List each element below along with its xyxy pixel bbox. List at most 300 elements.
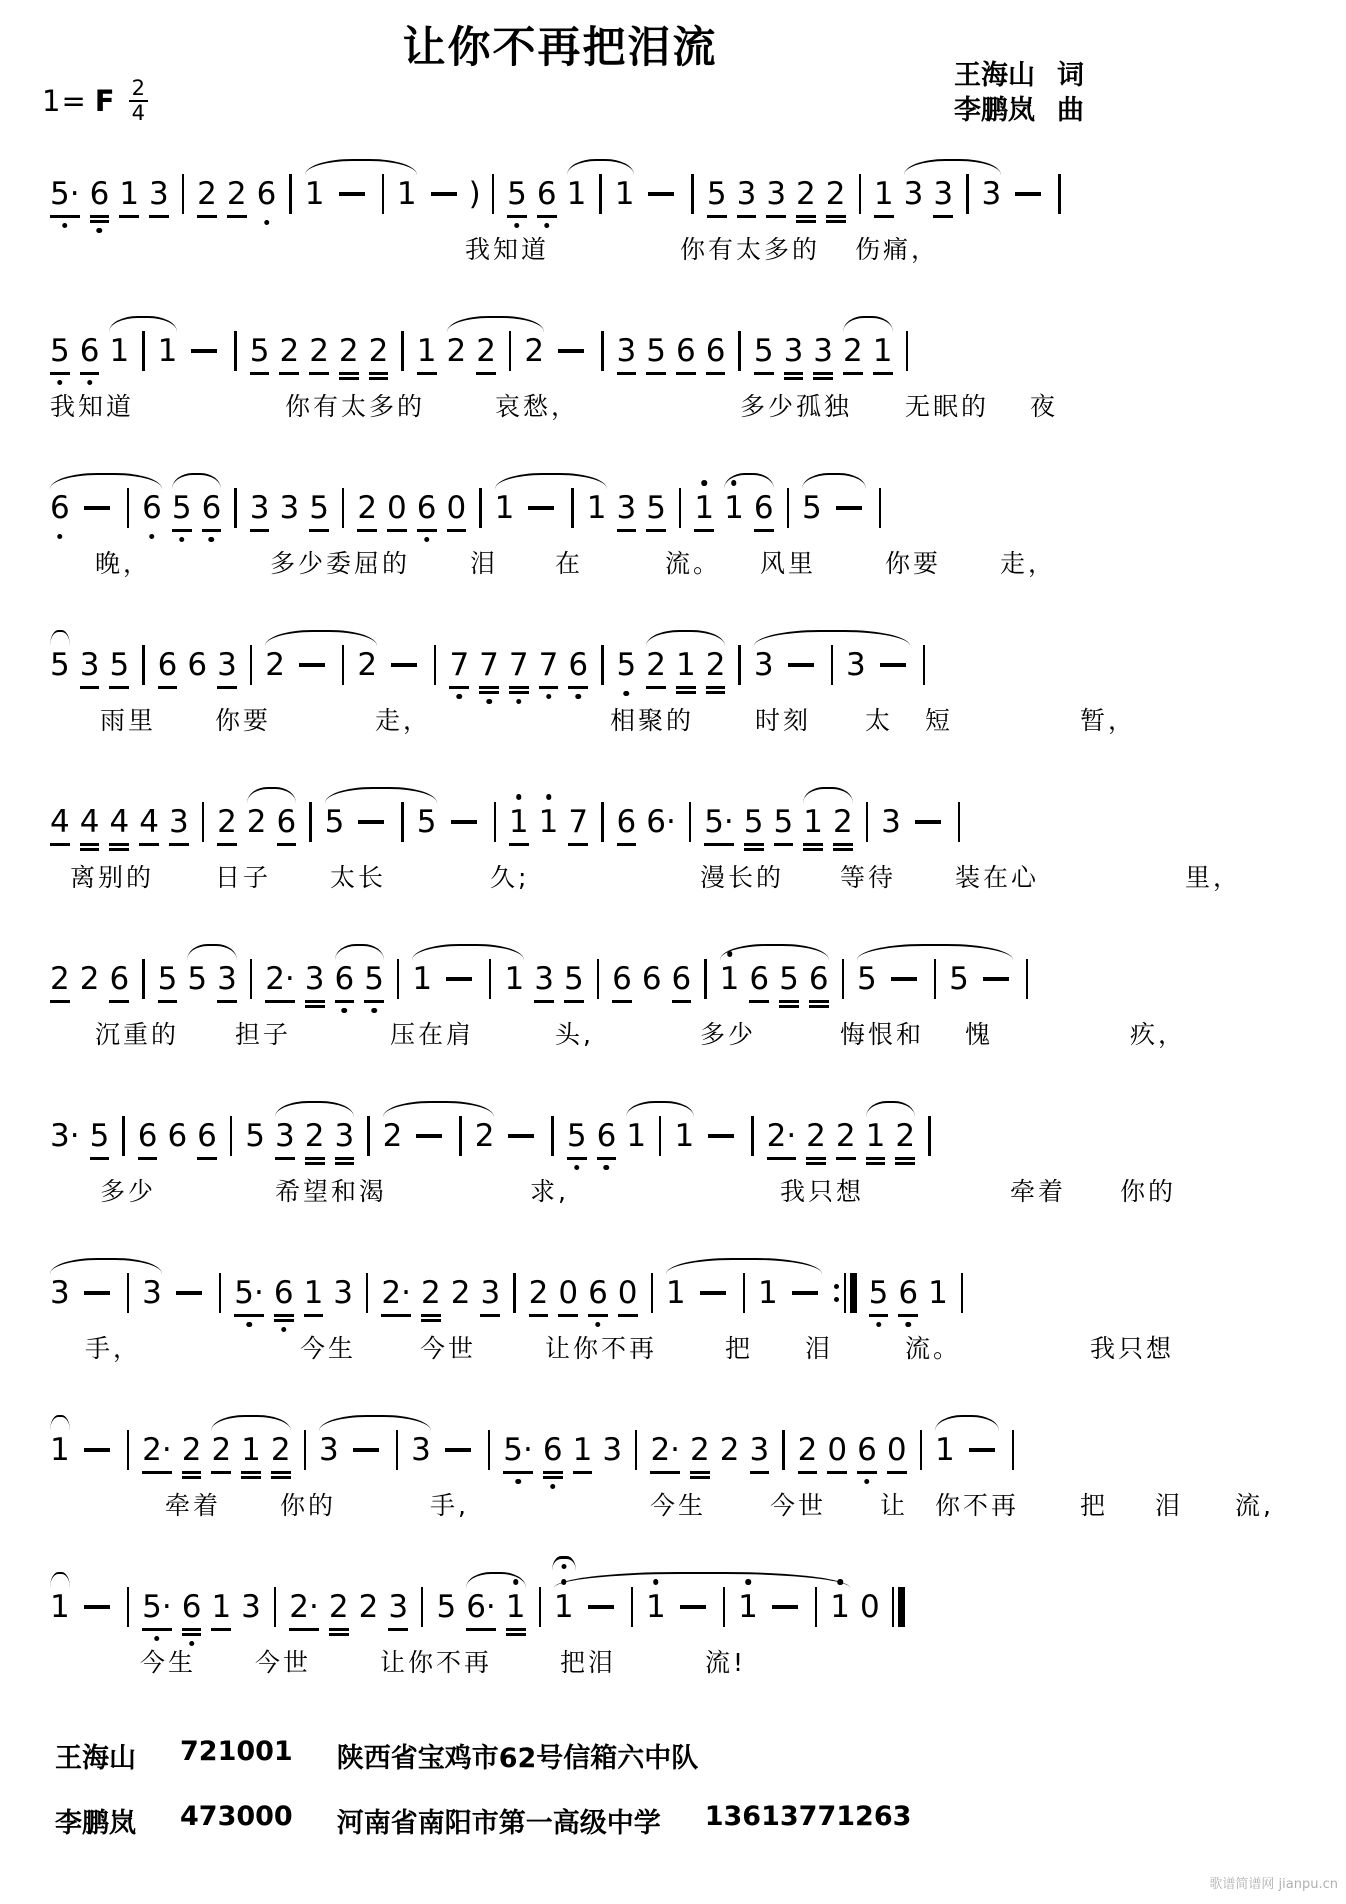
note-digit: 5 bbox=[949, 961, 969, 997]
lyric-syllable: 今世 bbox=[420, 1334, 477, 1363]
beam-underline bbox=[617, 372, 637, 375]
barline bbox=[494, 802, 496, 842]
note-digit: 1 bbox=[566, 176, 587, 212]
note-digit: 3 bbox=[411, 1432, 431, 1468]
beam-underline bbox=[737, 215, 757, 218]
lyric-syllable: 把 bbox=[725, 1334, 754, 1363]
notes-row bbox=[0, 462, 1346, 528]
note bbox=[90, 174, 110, 214]
barline bbox=[704, 959, 706, 999]
note-digit: 3 bbox=[142, 1275, 162, 1311]
note-digit: 3 bbox=[881, 804, 901, 840]
beam-underline bbox=[706, 372, 726, 375]
lyric-syllable: 泪 bbox=[470, 549, 499, 578]
barline bbox=[127, 1430, 129, 1470]
lyricist-role: 词 bbox=[1057, 60, 1084, 91]
slur-arc bbox=[666, 1258, 822, 1274]
beam-underline bbox=[568, 843, 588, 846]
note-digit: 2 bbox=[265, 647, 285, 683]
note-digit: 2 bbox=[797, 1432, 818, 1468]
note-digit: 2 bbox=[50, 961, 70, 997]
repeat-barline bbox=[834, 1273, 857, 1313]
low-octave-dot bbox=[864, 1479, 870, 1485]
note-digit: 5 bbox=[324, 804, 345, 840]
note-digit: 5 bbox=[743, 804, 764, 840]
barline bbox=[928, 1116, 930, 1156]
note bbox=[809, 959, 829, 999]
note bbox=[217, 645, 237, 685]
note bbox=[182, 1587, 202, 1627]
lyrics-row bbox=[0, 701, 1346, 743]
note bbox=[707, 174, 727, 214]
beam-underline bbox=[417, 372, 437, 375]
note bbox=[109, 331, 129, 371]
beam-underline bbox=[227, 215, 247, 218]
duration-dash bbox=[558, 349, 584, 352]
meter-numerator: 2 bbox=[129, 78, 148, 102]
slur-group bbox=[378, 1116, 500, 1156]
thick-bar bbox=[850, 1273, 857, 1313]
note bbox=[50, 488, 70, 528]
note-digit: 1 bbox=[872, 333, 893, 369]
note-digit: 2· bbox=[650, 1432, 681, 1468]
beam-underline bbox=[80, 686, 100, 689]
note bbox=[109, 959, 129, 999]
beam-underline bbox=[381, 1314, 411, 1317]
beam-underline bbox=[612, 1000, 632, 1003]
barline bbox=[421, 1587, 423, 1627]
beam-underline bbox=[539, 686, 559, 689]
beam-underline bbox=[672, 1000, 692, 1003]
lyric-syllable: 流。 bbox=[665, 549, 722, 578]
beam-underline bbox=[139, 843, 159, 846]
note-digit: 4 bbox=[50, 804, 70, 840]
note bbox=[364, 959, 384, 999]
lyric-syllable: 多少 bbox=[700, 1020, 757, 1049]
barline bbox=[234, 331, 236, 371]
barline bbox=[743, 1273, 745, 1313]
note-digit: 2 bbox=[524, 333, 545, 369]
lyric-syllable: 愧 bbox=[965, 1020, 994, 1049]
note bbox=[568, 802, 588, 842]
key-prefix: 1= bbox=[42, 84, 87, 118]
note-digit: 3 bbox=[766, 176, 787, 212]
note-digit: 1 bbox=[50, 1432, 70, 1468]
duration-dash bbox=[451, 820, 477, 823]
beam-underline-2 bbox=[706, 691, 726, 694]
note-digit: 2 bbox=[825, 176, 846, 212]
note bbox=[615, 174, 635, 214]
note-digit: 5· bbox=[704, 804, 734, 840]
slur-group bbox=[661, 1273, 827, 1313]
note bbox=[982, 174, 1002, 214]
duration-dash bbox=[880, 663, 906, 666]
contact-part: 李鹏岚 bbox=[55, 1808, 136, 1839]
lyric-syllable: 悔恨和 bbox=[840, 1020, 925, 1049]
slur-arc bbox=[172, 473, 221, 489]
barline bbox=[142, 645, 144, 685]
note-digit: 1 bbox=[505, 1589, 526, 1625]
barline bbox=[142, 959, 144, 999]
note bbox=[158, 645, 178, 685]
note-digit: 5 bbox=[779, 961, 799, 997]
slur-arc bbox=[50, 630, 70, 646]
lyric-syllable: 雨里 bbox=[100, 706, 157, 735]
duration-dash bbox=[391, 663, 417, 666]
note-digit: 6 bbox=[109, 961, 130, 997]
note-digit: 5· bbox=[142, 1589, 172, 1625]
high-octave-dot bbox=[546, 794, 552, 800]
beam-underline bbox=[369, 372, 389, 375]
lyric-syllable: 装在心 bbox=[955, 863, 1040, 892]
beam-underline bbox=[50, 372, 70, 375]
note bbox=[617, 488, 637, 528]
beam-underline bbox=[707, 215, 727, 218]
note-digit: 6 bbox=[157, 647, 178, 683]
low-octave-dot bbox=[154, 1636, 160, 1642]
note bbox=[617, 331, 637, 371]
beam-underline bbox=[895, 1157, 915, 1160]
beam-underline bbox=[197, 215, 217, 218]
lyric-syllable: 多少孤独 bbox=[740, 392, 853, 421]
note bbox=[749, 959, 769, 999]
note bbox=[412, 959, 432, 999]
duration-dash bbox=[700, 1291, 726, 1294]
slur-group bbox=[407, 959, 529, 999]
note-digit: 2 bbox=[450, 1275, 471, 1311]
note-digit: 3 bbox=[279, 490, 300, 526]
note-digit: 6 bbox=[542, 1432, 563, 1468]
beam-underline bbox=[158, 686, 178, 689]
duration-dash bbox=[528, 506, 554, 509]
slur-group bbox=[442, 331, 550, 371]
note bbox=[451, 1273, 471, 1313]
beam-underline bbox=[357, 529, 377, 532]
duration-dash bbox=[508, 1134, 534, 1137]
note-digit: 1 bbox=[694, 490, 715, 526]
note bbox=[779, 959, 799, 999]
note bbox=[211, 1430, 231, 1470]
barline bbox=[274, 1587, 276, 1627]
duration-dash bbox=[680, 1605, 706, 1608]
lyric-syllable: 等待 bbox=[840, 863, 897, 892]
lyric-syllable: 让你不再 bbox=[545, 1334, 658, 1363]
low-octave-dot bbox=[246, 1322, 252, 1328]
barline bbox=[127, 1587, 129, 1627]
slur-arc bbox=[187, 944, 236, 960]
note-digit: 2· bbox=[381, 1275, 411, 1311]
barline bbox=[396, 1430, 398, 1470]
note bbox=[534, 959, 554, 999]
lyric-syllable: 疚， bbox=[1130, 1020, 1187, 1049]
note-digit: 2 bbox=[796, 176, 816, 212]
note-digit: 1 bbox=[211, 1589, 232, 1625]
note bbox=[720, 1430, 740, 1470]
music-line-5 bbox=[0, 776, 1346, 933]
note bbox=[509, 645, 529, 685]
note-digit: 2· bbox=[766, 1118, 797, 1154]
barline bbox=[691, 174, 693, 214]
slur-arc bbox=[754, 630, 910, 646]
note bbox=[558, 1273, 578, 1313]
note-digit: 2 bbox=[226, 176, 247, 212]
note bbox=[139, 802, 159, 842]
slur-group bbox=[461, 1587, 530, 1627]
lyric-syllable: 手， bbox=[85, 1334, 142, 1363]
barline bbox=[250, 959, 252, 999]
note-digit: 3 bbox=[602, 1432, 623, 1468]
note-digit: 1 bbox=[803, 804, 823, 840]
note bbox=[646, 1587, 666, 1627]
note bbox=[543, 1430, 563, 1470]
note bbox=[50, 1430, 70, 1470]
lyricist-credit bbox=[954, 58, 1084, 93]
note bbox=[449, 645, 469, 685]
lyric-syllable: 走， bbox=[375, 706, 432, 735]
note bbox=[767, 1116, 797, 1156]
beam-underline-2 bbox=[803, 848, 823, 851]
note bbox=[480, 1273, 500, 1313]
barline bbox=[289, 174, 291, 214]
note-digit: 5 bbox=[566, 1118, 587, 1154]
low-octave-dot bbox=[544, 223, 550, 229]
note-digit: 1 bbox=[508, 804, 529, 840]
lyrics-row bbox=[0, 1643, 1346, 1685]
note-digit: 5 bbox=[157, 961, 178, 997]
note bbox=[738, 1587, 758, 1627]
note-digit: 2 bbox=[304, 1118, 325, 1154]
note bbox=[826, 174, 846, 214]
note-digit: 6 bbox=[273, 1275, 294, 1311]
note-digit: 3 bbox=[275, 1118, 295, 1154]
note-digit: 4 bbox=[139, 804, 159, 840]
beam-underline bbox=[767, 1157, 797, 1160]
note bbox=[567, 1116, 587, 1156]
note-digit: 3 bbox=[845, 647, 866, 683]
barline bbox=[459, 1116, 461, 1156]
slur-arc bbox=[802, 473, 866, 489]
thin-bar bbox=[892, 1587, 894, 1627]
note bbox=[381, 1273, 411, 1313]
note-digit: 5 bbox=[50, 333, 70, 369]
note bbox=[50, 802, 70, 842]
note-digit: 6 bbox=[137, 1118, 158, 1154]
note bbox=[949, 959, 969, 999]
paren: ) bbox=[468, 176, 481, 212]
note-digit: 2 bbox=[270, 1432, 291, 1468]
note-digit: 7 bbox=[449, 647, 470, 683]
note bbox=[612, 959, 632, 999]
lyrics-row bbox=[0, 230, 1346, 272]
note bbox=[802, 488, 822, 528]
note-digit: 1 bbox=[719, 961, 740, 997]
note bbox=[827, 1430, 847, 1470]
duration-dash bbox=[969, 1448, 995, 1451]
slur-arc bbox=[211, 1415, 290, 1431]
beam-underline bbox=[567, 1157, 587, 1160]
note-digit: 2 bbox=[181, 1432, 202, 1468]
note bbox=[495, 488, 515, 528]
beam-underline-2 bbox=[241, 1476, 261, 1479]
barline bbox=[751, 1116, 753, 1156]
duration-dash bbox=[299, 663, 325, 666]
note bbox=[898, 1273, 918, 1313]
beam-underline bbox=[869, 1314, 889, 1317]
note bbox=[50, 1273, 70, 1313]
note bbox=[704, 802, 734, 842]
beam-underline bbox=[646, 372, 666, 375]
duration-dash bbox=[915, 820, 941, 823]
note-digit: 6 bbox=[749, 961, 770, 997]
duration-dash bbox=[358, 820, 384, 823]
beam-underline-2 bbox=[335, 1162, 355, 1165]
music-line-10 bbox=[0, 1561, 1346, 1718]
note-digit: 1 bbox=[928, 1275, 948, 1311]
slur-arc bbox=[554, 1572, 850, 1588]
note bbox=[90, 1116, 110, 1156]
beam-underline bbox=[339, 372, 359, 375]
note bbox=[197, 1116, 217, 1156]
note-digit: 1 bbox=[934, 1432, 955, 1468]
high-octave-dot bbox=[745, 1579, 751, 1585]
barline bbox=[679, 488, 681, 528]
low-octave-dot bbox=[264, 220, 270, 226]
slur-arc bbox=[50, 1415, 70, 1431]
beam-underline-2 bbox=[305, 1005, 325, 1008]
note bbox=[187, 645, 207, 685]
low-octave-dot bbox=[876, 1322, 882, 1328]
music-line-6 bbox=[0, 933, 1346, 1090]
note-digit: 2 bbox=[217, 804, 237, 840]
note bbox=[646, 488, 666, 528]
slur-group bbox=[270, 1116, 359, 1156]
note bbox=[436, 1587, 456, 1627]
high-octave-dot bbox=[653, 1579, 659, 1585]
slur-group bbox=[45, 488, 167, 528]
barline bbox=[434, 645, 436, 685]
barline bbox=[659, 1116, 661, 1156]
note-digit: 5 bbox=[187, 961, 208, 997]
slur-group bbox=[930, 1430, 1004, 1470]
note bbox=[866, 1116, 886, 1156]
barline bbox=[966, 174, 968, 214]
barline bbox=[142, 331, 144, 371]
note bbox=[476, 331, 496, 371]
note-digit: 7 bbox=[568, 804, 589, 840]
note-digit: 2 bbox=[895, 1118, 916, 1154]
note bbox=[806, 1116, 826, 1156]
note-digit: 6 bbox=[705, 333, 726, 369]
barline bbox=[127, 488, 129, 528]
barline bbox=[127, 1273, 129, 1313]
beam-underline bbox=[480, 1314, 500, 1317]
slur-arc bbox=[626, 1101, 694, 1117]
barline bbox=[601, 331, 603, 371]
beam-underline bbox=[109, 1000, 129, 1003]
beam-underline bbox=[335, 1000, 355, 1003]
note-digit: 0 bbox=[886, 1432, 907, 1468]
note bbox=[537, 174, 557, 214]
low-octave-dot bbox=[57, 380, 63, 386]
beam-underline-2 bbox=[479, 691, 499, 694]
note bbox=[860, 1587, 880, 1627]
note bbox=[265, 959, 295, 999]
note-digit: 6 bbox=[79, 333, 100, 369]
note-digit: 6 bbox=[641, 961, 662, 997]
note-digit: 5 bbox=[616, 647, 637, 683]
note bbox=[80, 959, 100, 999]
barline bbox=[367, 1116, 369, 1156]
low-octave-dot bbox=[87, 380, 93, 386]
note-digit: 1 bbox=[738, 1589, 758, 1625]
note-digit: 5 bbox=[50, 647, 70, 683]
beam-underline bbox=[779, 1000, 799, 1003]
note bbox=[202, 488, 222, 528]
lyric-syllable: 伤痛， bbox=[855, 235, 940, 264]
note-digit: 5 bbox=[706, 176, 727, 212]
note bbox=[928, 1273, 948, 1313]
slur-arc bbox=[803, 787, 852, 803]
high-octave-dot bbox=[516, 794, 522, 800]
note-digit: 3 bbox=[783, 333, 804, 369]
note bbox=[758, 1273, 778, 1313]
barline bbox=[599, 174, 601, 214]
high-octave-dot bbox=[561, 1579, 567, 1585]
note bbox=[411, 1430, 431, 1470]
low-octave-dot bbox=[342, 1008, 348, 1014]
note-digit: 1 bbox=[504, 961, 525, 997]
note bbox=[524, 331, 544, 371]
lyric-syllable: 无眠的 bbox=[905, 392, 990, 421]
duration-dash bbox=[191, 349, 217, 352]
footer-contact-composer bbox=[55, 1801, 911, 1840]
footer-contact-lyricist bbox=[55, 1736, 698, 1775]
lyric-syllable: 我只想 bbox=[1090, 1334, 1175, 1363]
note bbox=[369, 331, 389, 371]
note bbox=[690, 1430, 710, 1470]
lyric-syllable: 求, bbox=[530, 1177, 569, 1206]
note bbox=[642, 959, 662, 999]
beam-underline-2 bbox=[271, 1476, 291, 1479]
slur-group bbox=[719, 488, 778, 528]
lyric-syllable: 多少 bbox=[100, 1177, 157, 1206]
note-digit: 2 bbox=[358, 1589, 379, 1625]
low-octave-dot bbox=[575, 694, 581, 700]
duration-dash bbox=[772, 1605, 798, 1608]
beam-underline bbox=[813, 372, 833, 375]
beam-underline bbox=[690, 1471, 710, 1474]
note-digit: 2· bbox=[289, 1589, 319, 1625]
beam-underline bbox=[279, 372, 299, 375]
slur-group bbox=[549, 1587, 855, 1627]
note bbox=[271, 1430, 291, 1470]
barline bbox=[382, 174, 384, 214]
beam-underline-2 bbox=[339, 377, 359, 380]
note-digit: 6 bbox=[167, 1118, 188, 1154]
beam-underline bbox=[706, 686, 726, 689]
lyrics-row bbox=[0, 1329, 1346, 1371]
beam-underline bbox=[806, 1157, 826, 1160]
beam-underline bbox=[217, 686, 237, 689]
lyric-syllable: 今生 bbox=[140, 1648, 197, 1677]
barline bbox=[1058, 174, 1060, 214]
barline bbox=[689, 802, 691, 842]
duration-dash bbox=[648, 192, 674, 195]
note-digit: 2 bbox=[382, 1118, 403, 1154]
note bbox=[241, 1587, 261, 1627]
barline bbox=[401, 331, 403, 371]
low-octave-dot bbox=[179, 537, 185, 543]
